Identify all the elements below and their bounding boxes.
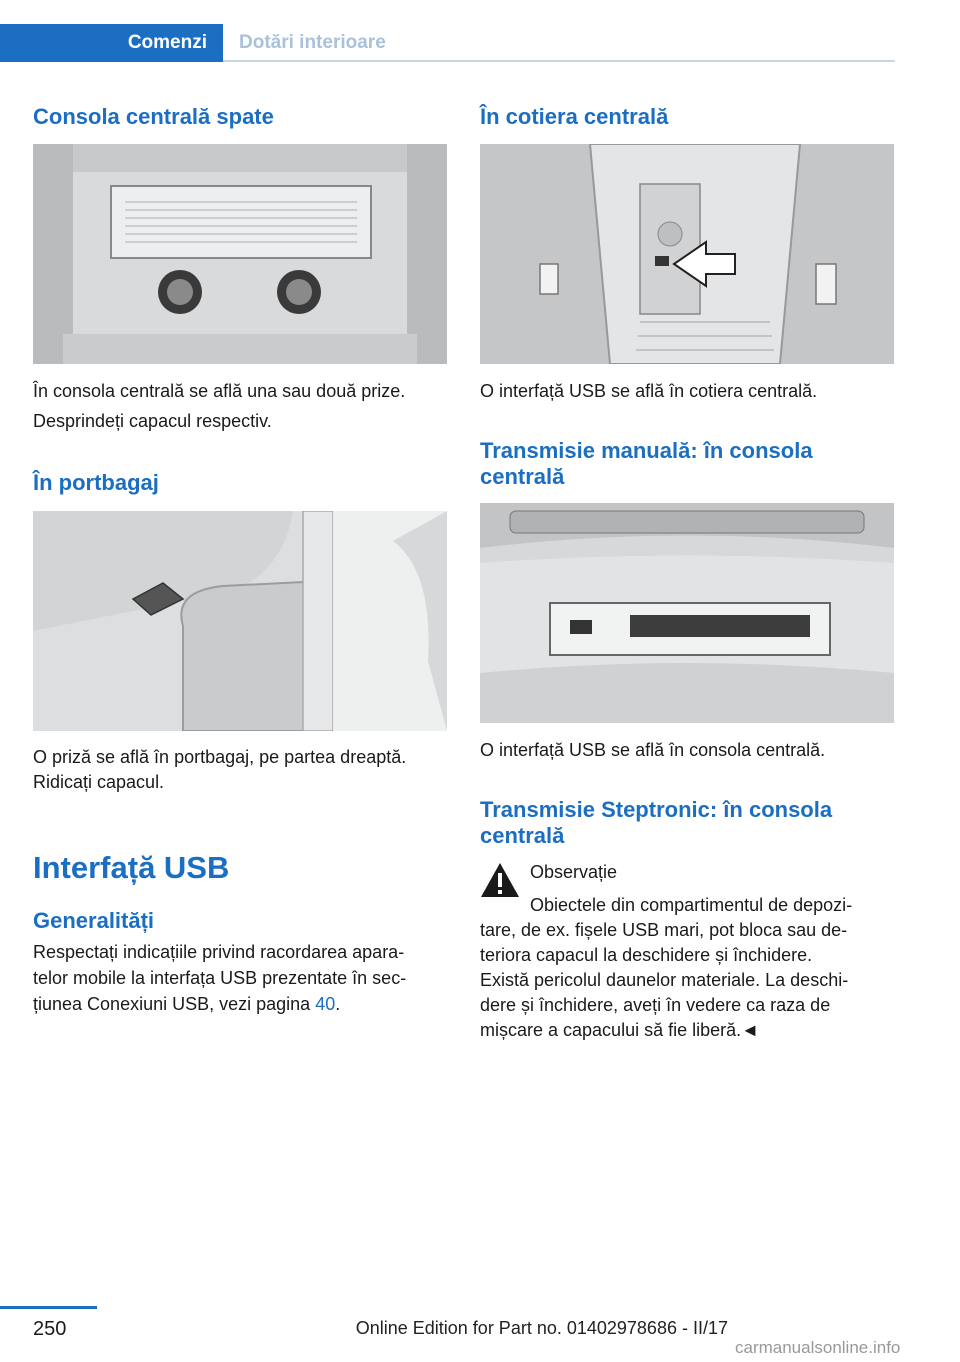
figure-manual-console-usb <box>480 503 894 723</box>
note-title: Observație <box>530 862 618 882</box>
note-line-6: mișcare a capacului să fie liberă.◄ <box>480 1020 759 1040</box>
text-general-3-suffix: . <box>335 994 341 1014</box>
figure-trunk-socket <box>33 511 447 731</box>
note-line-4: Există pericolul daunelor materiale. La deschi- <box>480 970 849 990</box>
header-rule <box>223 60 895 62</box>
heading-steptronic-line-2: centrală <box>480 823 565 848</box>
heading-console-rear: Consola centrală spate <box>33 104 274 129</box>
footer-edition: Online Edition for Part no. 01402978686 - II/17 <box>355 1318 728 1338</box>
heading-armrest: În cotiera centrală <box>480 104 669 129</box>
heading-manual-line-2: centrală <box>480 464 565 489</box>
tab-dotari-interioare[interactable]: Dotări interioare <box>239 32 386 53</box>
text-general-1: Respectați indicațiile privind racordarea apara- <box>33 942 405 962</box>
watermark: carmanualsonline.info <box>735 1338 901 1357</box>
note-line-2: tare, de ex. fișele USB mari, pot bloca sau de- <box>480 920 848 940</box>
note-line-3: teriora capacul la deschidere și închidere. <box>480 945 813 965</box>
text-console-rear-2: Desprindeți capacul respectiv. <box>33 411 272 431</box>
tab-comenzi[interactable]: Comenzi <box>0 24 223 62</box>
footer-rule <box>0 1306 97 1309</box>
text-console-rear-1: În consola centrală se află una sau două prize. <box>33 381 406 401</box>
page-link-40[interactable]: 40 <box>315 994 336 1014</box>
figure-rear-console-sockets <box>33 144 447 364</box>
heading-general: Generalități <box>33 908 155 933</box>
text-manual: O interfață USB se află în consola centrală. <box>480 740 826 760</box>
heading-manual-line-1: Transmisie manuală: în consola <box>480 438 813 463</box>
text-general-3 <box>33 992 340 1017</box>
note-line-5: dere și închidere, aveți în vedere ca raza de <box>480 995 831 1015</box>
text-trunk-2: Ridicați capacul. <box>33 772 165 792</box>
heading-trunk: În portbagaj <box>33 470 159 495</box>
heading-usb-interface: Interfață USB <box>33 850 230 885</box>
figure-armrest-usb <box>480 144 894 364</box>
page-number: 250 <box>33 1318 67 1340</box>
text-trunk-1: O priză se află în portbagaj, pe partea dreaptă. <box>33 747 407 767</box>
text-general-3-prefix: țiunea Conexiuni USB, vezi pagina <box>33 994 316 1014</box>
text-armrest: O interfață USB se află în cotiera centrală. <box>480 381 818 401</box>
note-line-1: Obiectele din compartimentul de depozi- <box>530 895 853 915</box>
text-general-2: telor mobile la interfața USB prezentate în sec- <box>33 968 407 988</box>
heading-steptronic-line-1: Transmisie Steptronic: în consola <box>480 797 833 822</box>
warning-icon <box>480 862 520 898</box>
